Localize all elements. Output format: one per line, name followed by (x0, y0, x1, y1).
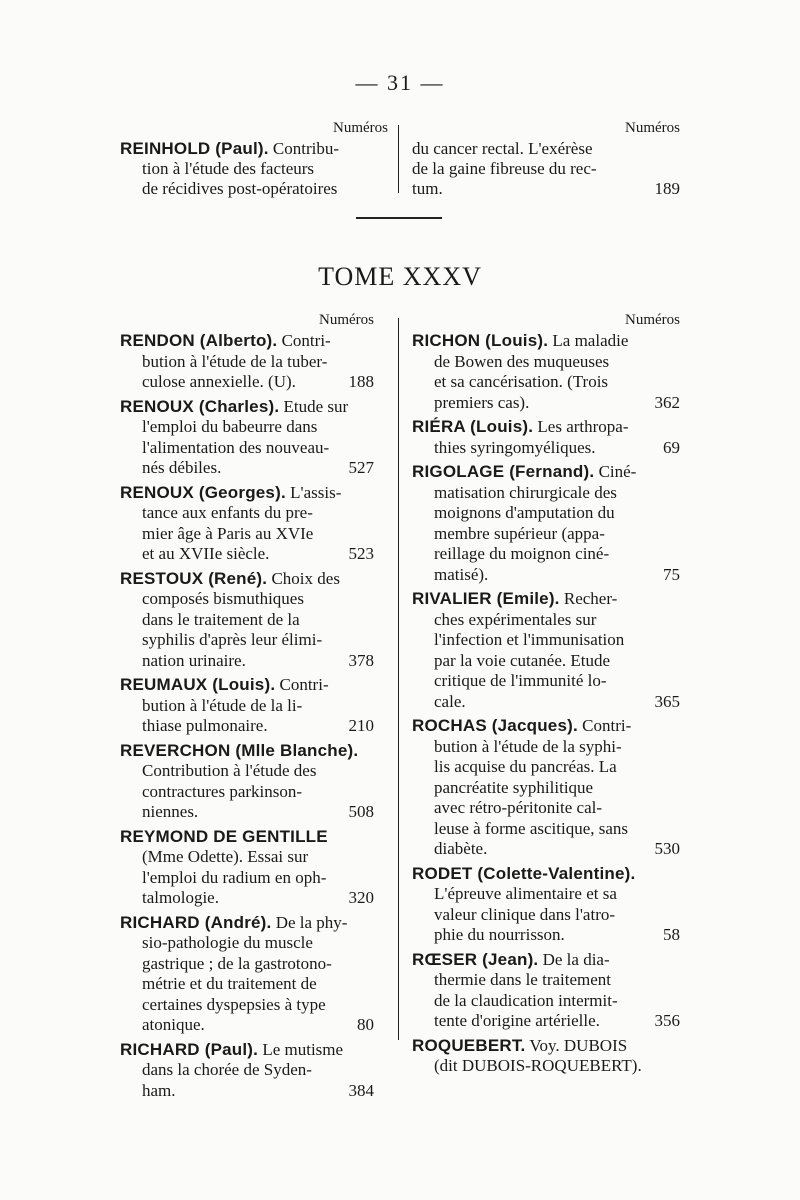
entry-text: Le mutisme (262, 1039, 344, 1059)
index-entry (412, 950, 680, 1032)
entry-name: REYMOND DE GENTILLE (120, 826, 328, 846)
entry-text: certaines dyspepsies à type (142, 994, 326, 1014)
entry-name: RESTOUX (René). (120, 568, 268, 588)
entry-text: phie du nourrisson. (434, 925, 565, 944)
entry-text: de la claudication intermit- (434, 990, 618, 1010)
entry-text: l'emploi du babeurre dans (142, 417, 318, 436)
index-entry (412, 589, 680, 712)
entry-text: Contri- (279, 675, 329, 694)
entry-text: mier âge à Paris au XVIe (142, 523, 314, 543)
entry-text: ches expérimentales sur (434, 609, 597, 629)
index-entry (120, 483, 374, 565)
entry-name: RICHARD (Paul). (120, 1039, 259, 1059)
entry-text: avec rétro-péritonite cal- (434, 798, 603, 817)
entry-text: syphilis d'après leur élimi- (142, 630, 323, 649)
entry-number: 58 (663, 925, 680, 944)
entry-name: RICHON (Louis). (412, 331, 549, 350)
entry-number: 189 (654, 179, 680, 198)
entry-text: reillage du moignon ciné- (434, 544, 610, 563)
entry-text: sio-pathologie du muscle (142, 933, 313, 952)
entry-number: 210 (348, 716, 374, 735)
index-entry (120, 827, 374, 909)
entry-reinhold: REINHOLD (Paul). Contribu- tion à l'étude des facteurs de récidives post-opératoires (120, 139, 340, 198)
entry-text: pancréatite syphilitique (434, 777, 594, 797)
entry-text: Ciné- (598, 462, 637, 481)
numeros-header: Numéros (333, 120, 388, 136)
left-column (120, 312, 374, 1105)
index-entry (412, 1036, 680, 1077)
entry-text: valeur clinique dans l'atro- (434, 904, 616, 924)
entry-number: 362 (654, 392, 680, 412)
entry-number: 365 (654, 691, 680, 711)
entry-text: thermie dans le traitement (434, 970, 612, 989)
index-entry (120, 331, 374, 393)
entry-number: 527 (348, 458, 374, 477)
entry-text: L'assis- (290, 482, 342, 502)
entry-text: Contri- (281, 331, 331, 350)
entry-text: talmologie. (142, 888, 219, 907)
entry-text: l'emploi du radium en oph- (142, 867, 327, 887)
page-number: — 31 — (355, 70, 445, 95)
entry-text: lis acquise du pancréas. La (434, 757, 617, 776)
numeros-header: Numéros (319, 312, 374, 328)
numeros-header: Numéros (625, 312, 680, 328)
entry-name: ROQUEBERT. (412, 1035, 526, 1055)
index-entry (412, 716, 680, 860)
index-entry (412, 417, 680, 458)
entry-number: 356 (654, 1011, 680, 1030)
entry-text: leuse à forme ascitique, sans (434, 818, 629, 838)
entry-text: diabète. (434, 839, 488, 858)
entry-text: cale. (434, 691, 466, 711)
index-entry (412, 462, 680, 585)
entry-text: thiase pulmonaire. (142, 716, 268, 735)
entry-text: atonique. (142, 1015, 205, 1034)
entry-name: REVERCHON (Mlle Blanche). (120, 740, 359, 760)
entry-name: RIÉRA (Louis). (412, 417, 534, 436)
entry-text: De la dia- (542, 949, 610, 969)
entry-number: 69 (663, 437, 680, 457)
entry-text: critique de l'immunité lo- (434, 671, 607, 690)
entry-number: 530 (654, 839, 680, 858)
entry-text: moignons d'amputation du (434, 503, 615, 522)
entry-name: RIVALIER (Emile). (412, 589, 560, 608)
index-entry (120, 741, 374, 823)
section-rule (356, 217, 442, 219)
entry-name: RICHARD (André). (120, 912, 272, 932)
entry-text: Etude sur (283, 396, 349, 416)
top-left-column (120, 120, 388, 203)
entry-number: 378 (348, 650, 374, 670)
main-column-divider (398, 318, 399, 1040)
entry-text: niennes. (142, 802, 199, 821)
entry-name: ROCHAS (Jacques). (412, 716, 578, 735)
entry-text: l'alimentation des nouveau- (142, 437, 330, 457)
entry-text: tance aux enfants du pre- (142, 503, 313, 522)
entry-text: matisé). (434, 564, 489, 584)
entry-name: RENOUX (Charles). (120, 396, 280, 416)
entry-text: dans la chorée de Syden- (142, 1060, 312, 1079)
entry-text: nation urinaire. (142, 650, 246, 670)
entry-name: RŒSER (Jean). (412, 949, 539, 969)
entry-number: 523 (348, 544, 374, 563)
index-entry (120, 675, 374, 737)
entry-name: REINHOLD (Paul). (120, 139, 269, 158)
entry-text: composés bismuthiques (142, 589, 304, 608)
entry-text: ham. (142, 1080, 176, 1100)
entry-text: De la phy- (275, 912, 348, 932)
entry-text: bution à l'étude de la li- (142, 695, 303, 715)
entry-number: 75 (663, 564, 680, 584)
numeros-header: Numéros (625, 120, 680, 136)
entry-text: et sa cancérisation. (Trois (434, 372, 609, 391)
entry-text: (Mme Odette). Essai sur (142, 847, 309, 866)
index-entry (120, 397, 374, 479)
entry-name: RENOUX (Georges). (120, 482, 286, 502)
entry-text: par la voie cutanée. Etude (434, 650, 611, 670)
entry-number: 508 (348, 802, 374, 821)
entry-text: gastrique ; de la gastrotono- (142, 953, 332, 973)
entry-text: nés débiles. (142, 458, 222, 477)
entry-number: 384 (348, 1080, 374, 1100)
right-column (412, 312, 680, 1081)
entry-text: Contri- (582, 716, 632, 735)
entry-number: 80 (357, 1015, 374, 1034)
entry-text: l'infection et l'immunisation (434, 630, 625, 649)
entry-text: tente d'origine artérielle. (434, 1011, 600, 1030)
entry-number: 320 (348, 888, 374, 907)
top-column-divider (398, 125, 399, 193)
tome-heading: TOME XXXV (318, 262, 482, 291)
entry-text: matisation chirurgicale des (434, 482, 617, 502)
entry-text: premiers cas). (434, 392, 530, 412)
entry-text: contractures parkinson- (142, 781, 303, 801)
entry-name: RIGOLAGE (Fernand). (412, 462, 595, 481)
entry-number: 188 (348, 372, 374, 391)
index-entry (120, 913, 374, 1036)
entry-text: Contribution à l'étude des (142, 761, 317, 780)
entry-text: de Bowen des muqueuses (434, 351, 610, 371)
entry-text: (dit DUBOIS-ROQUEBERT). (434, 1056, 642, 1075)
entry-text: thies syringomyéliques. (434, 437, 596, 457)
index-entry (120, 569, 374, 672)
entry-text: L'épreuve alimentaire et sa (434, 884, 617, 903)
entry-name: REUMAUX (Louis). (120, 675, 276, 694)
entry-text: La maladie (552, 331, 629, 350)
entry-text: et au XVIIe siècle. (142, 544, 270, 563)
top-right-column (412, 120, 680, 203)
index-entry (120, 1040, 374, 1102)
entry-text: dans le traitement de la (142, 609, 300, 629)
entry-text: Choix des (271, 568, 340, 588)
entry-text: bution à l'étude de la syphi- (434, 736, 622, 756)
entry-text: culose annexielle. (U). (142, 372, 296, 391)
index-entry (412, 864, 680, 946)
index-entry (412, 331, 680, 413)
entry-text: membre supérieur (appa- (434, 523, 605, 543)
entry-text: bution à l'étude de la tuber- (142, 351, 328, 371)
entry-text: Recher- (563, 589, 618, 608)
entry-text: Les arthropa- (537, 417, 629, 436)
entry-text: métrie et du traitement de (142, 974, 317, 993)
entry-reinhold-continued: du cancer rectal. L'exérèse de la gaine fibreuse du rec- tum. 189 (412, 139, 680, 198)
entry-name: RENDON (Alberto). (120, 331, 278, 350)
entry-name: RODET (Colette-Valentine). (412, 863, 636, 883)
entry-text: Voy. DUBOIS (529, 1035, 628, 1055)
